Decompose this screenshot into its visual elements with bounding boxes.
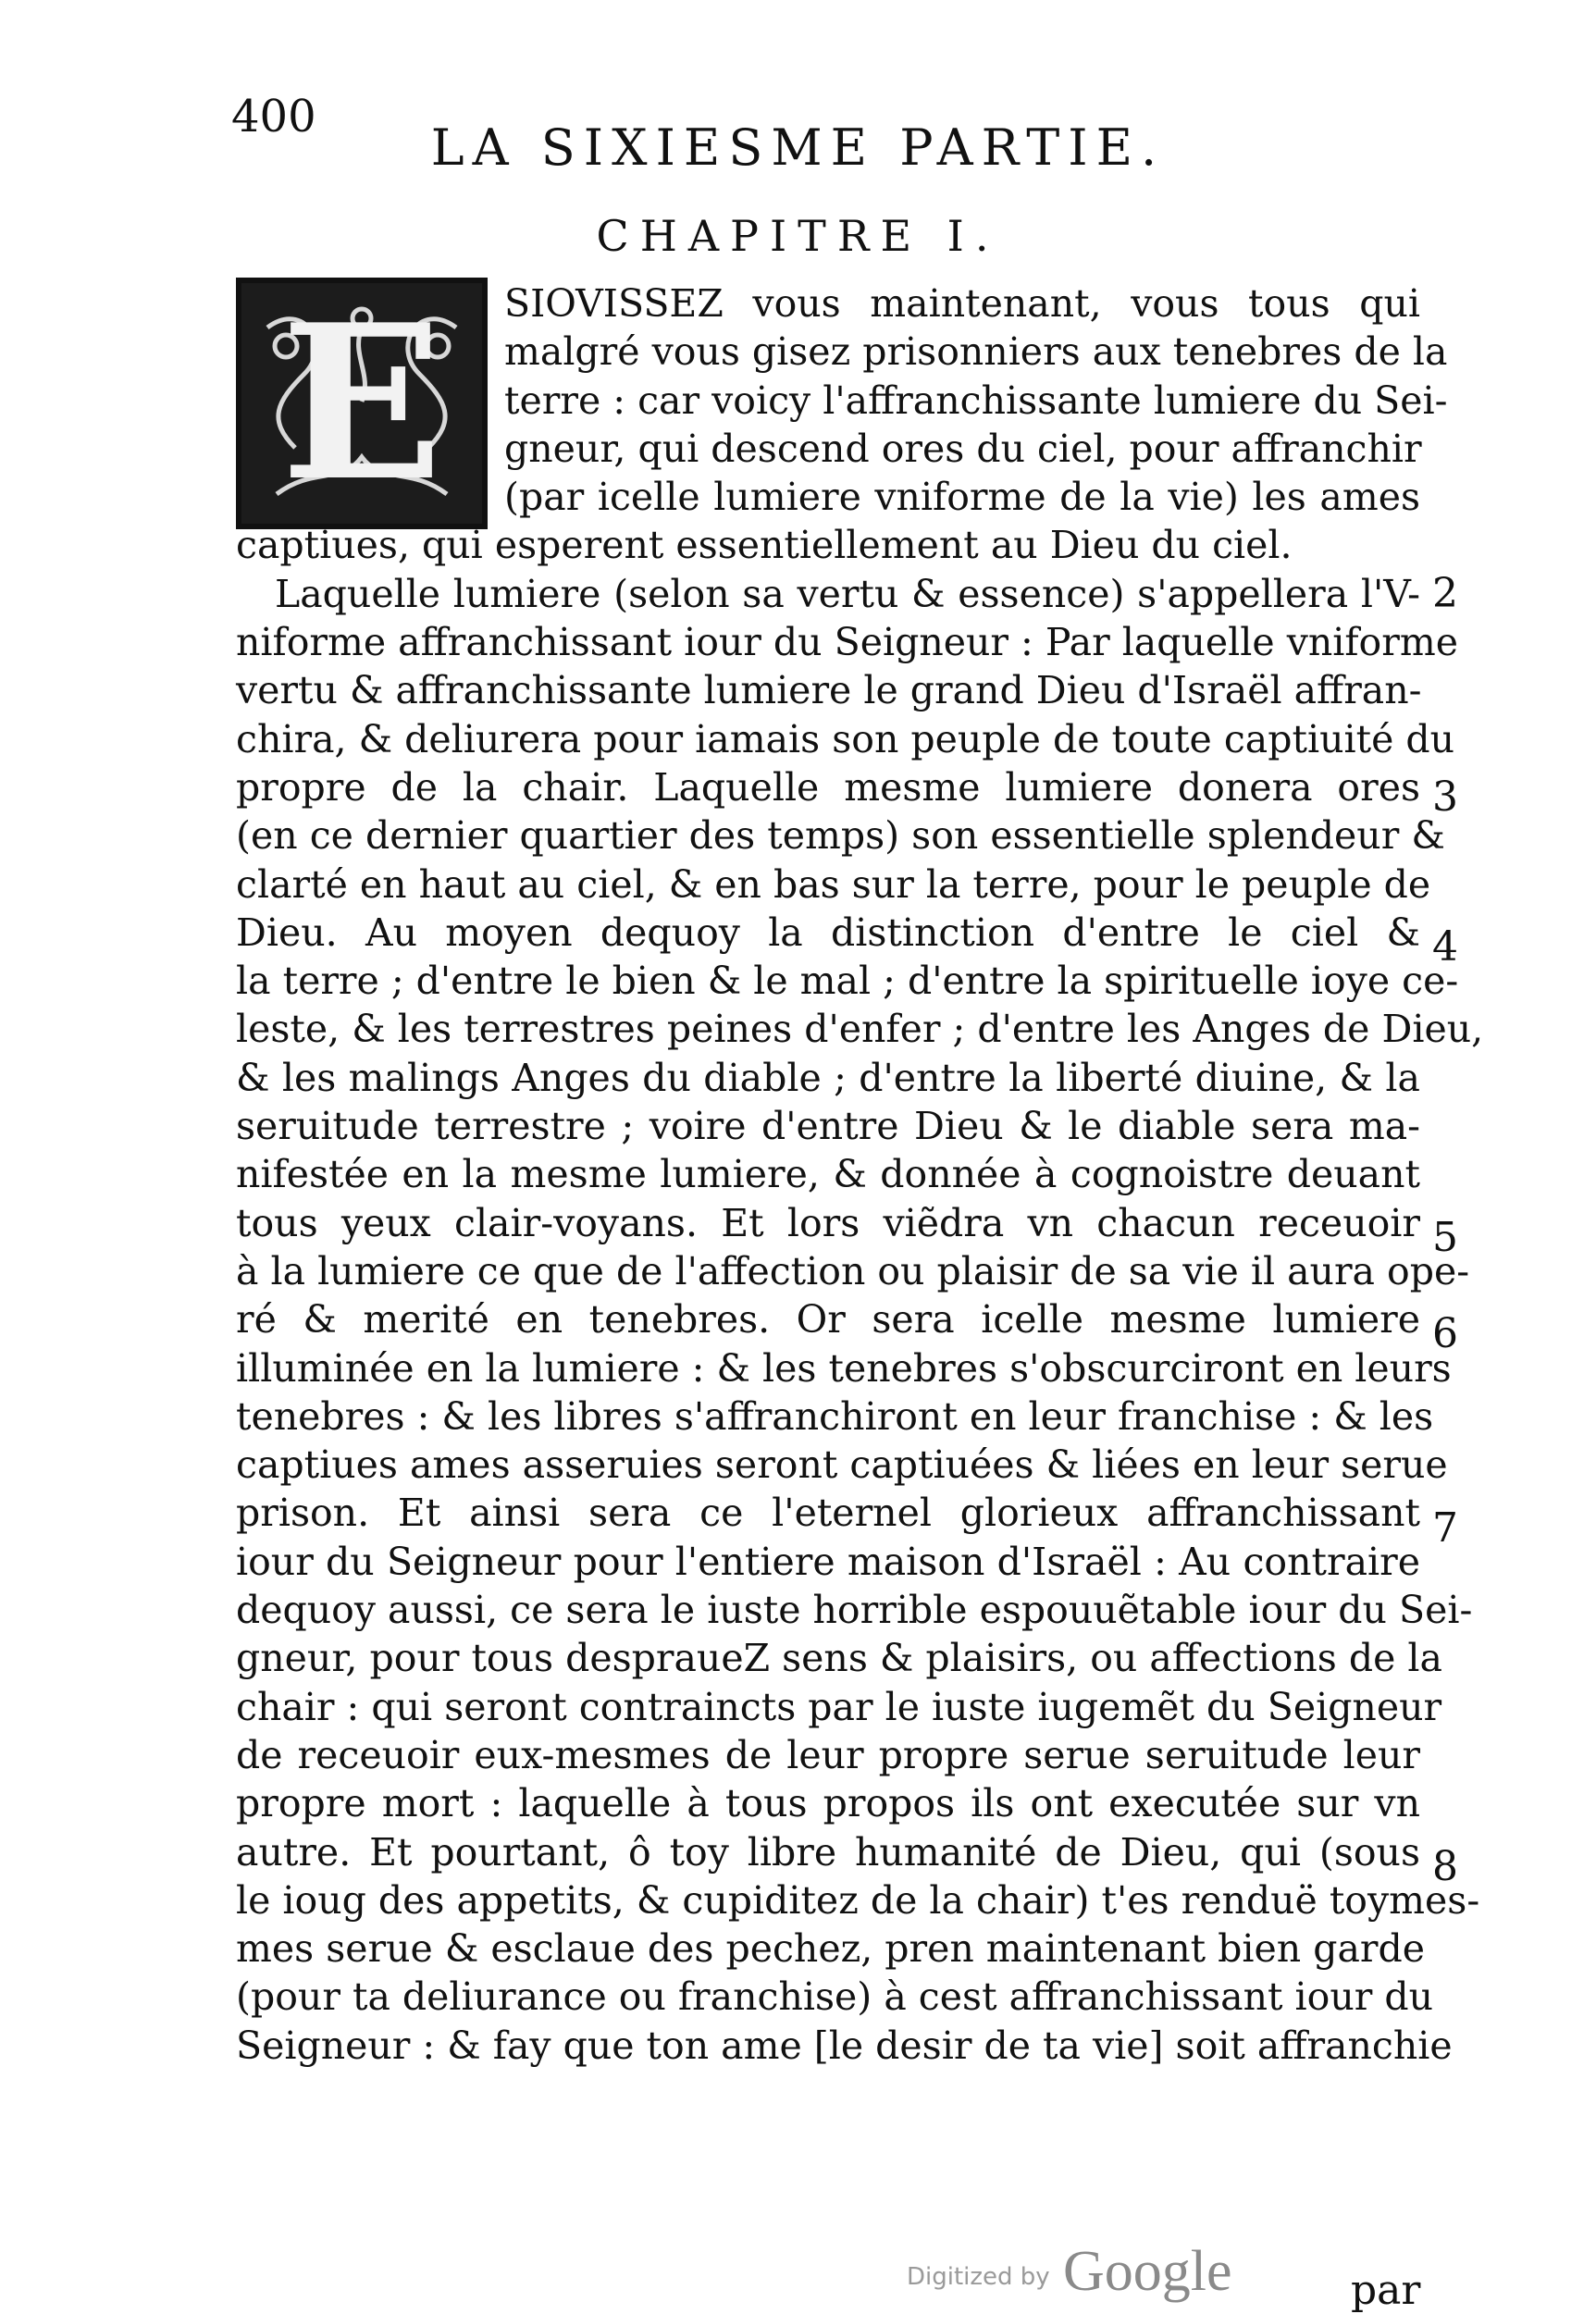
text-line: la terre ; d'entre le bien & le mal ; d'entre la spirituelle ioye ce- <box>236 959 1459 1004</box>
margin-verse-number: 4 <box>1432 923 1458 971</box>
margin-verse-number: 5 <box>1432 1214 1458 1261</box>
digitized-label: Digitized by <box>907 2263 1050 2291</box>
google-logo: Google <box>1062 2240 1232 2303</box>
text-line: Laquelle lumiere (selon sa vertu & essence) s'appellera l'V- <box>275 571 1420 616</box>
text-line: malgré vous gisez prisonniers aux tenebres de la <box>504 329 1448 375</box>
text-line: gneur, pour tous despraueZ sens & plaisirs, ou affections de la <box>236 1636 1442 1681</box>
chapter-title: CHAPITRE I. <box>596 211 1000 261</box>
margin-verse-number: 6 <box>1432 1310 1458 1357</box>
catchword: par <box>1351 2267 1421 2314</box>
text-line: captiues ames asseruies seront captiuées & liées en leur serue <box>236 1442 1448 1488</box>
margin-verse-number: 8 <box>1432 1843 1458 1890</box>
text-line: captiues, qui esperent essentiellement au Dieu du ciel. <box>236 523 1293 568</box>
digitized-watermark <box>907 2239 1232 2305</box>
text-line: gneur, qui descend ores du ciel, pour affranchir <box>504 426 1422 471</box>
body-text <box>236 279 1484 2070</box>
text-line: (pour ta deliurance ou franchise) à cest affranchissant iour du <box>236 1974 1434 2020</box>
text-line: nifestée en la mesme lumiere, & donnée à cognoistre deuant <box>236 1152 1420 1197</box>
text-line: chira, & deliurera pour iamais son peuple de toute captiuité du <box>236 716 1455 761</box>
text-line: (en ce dernier quartier des temps) son essentielle splendeur & <box>236 813 1445 859</box>
text-line: de receuoir eux-mesmes de leur propre serue seruitude leur <box>236 1732 1420 1777</box>
text-line: & les malings Anges du diable ; d'entre la liberté diuine, & la <box>236 1055 1420 1100</box>
drop-cap-letter: E <box>280 278 443 528</box>
text-line: propre mort : laquelle à tous propos ils ont executée sur vn <box>236 1781 1420 1826</box>
text-line: Dieu. Au moyen dequoy la distinction d'entre le ciel & <box>236 910 1420 955</box>
text-line: tenebres : & les libres s'affranchiront en leur franchise : & les <box>236 1393 1434 1439</box>
text-line: à la lumiere ce que de l'affection ou plaisir de sa vie il aura ope- <box>236 1248 1470 1293</box>
text-line: ré & merité en tenebres. Or sera icelle mesme lumiere <box>236 1297 1420 1343</box>
text-line: le ioug des appetits, & cupiditez de la chair) t'es renduë toymes- <box>236 1877 1480 1923</box>
margin-verse-number: 7 <box>1432 1504 1458 1552</box>
text-line: (par icelle lumiere vniforme de la vie) les ames <box>504 475 1420 520</box>
text-line: prison. Et ainsi sera ce l'eternel glorieux affranchissant <box>236 1491 1420 1536</box>
text-line: niforme affranchissant iour du Seigneur : Par laquelle vniforme <box>236 620 1458 665</box>
text-line: vertu & affranchissante lumiere le grand Dieu d'Israël affran- <box>236 668 1422 713</box>
running-title: LA SIXIESME PARTIE. <box>430 118 1166 177</box>
text-line: mes serue & esclaue des pechez, pren maintenant bien garde <box>236 1926 1426 1972</box>
page-number: 400 <box>231 91 316 142</box>
text-line: leste, & les terrestres peines d'enfer ; d'entre les Anges de Dieu, <box>236 1007 1484 1052</box>
text-line: tous yeux clair-voyans. Et lors viẽdra vn chacun receuoir <box>236 1200 1420 1245</box>
text-line: clarté en haut au ciel, & en bas sur la terre, pour le peuple de <box>236 861 1431 907</box>
text-line: illuminée en la lumiere : & les tenebres s'obscurciront en leurs <box>236 1345 1452 1391</box>
text-line: dequoy aussi, ce sera le iuste horrible espouuẽtable iour du Sei- <box>236 1588 1473 1633</box>
margin-verse-number: 3 <box>1432 773 1458 821</box>
text-line: terre : car voicy l'affranchissante lumiere du Sei- <box>504 377 1448 423</box>
text-line: SIOVISSEZ vous maintenant, vous tous qui <box>504 281 1420 326</box>
margin-verse-number: 2 <box>1432 570 1458 617</box>
text-line: propre de la chair. Laquelle mesme lumiere donera ores <box>236 764 1420 810</box>
text-line: Seigneur : & fay que ton ame [le desir de ta vie] soit affranchie <box>236 2023 1453 2068</box>
text-line: chair : qui seront contraincts par le iuste iugemẽt du Seigneur <box>236 1684 1442 1729</box>
text-line: autre. Et pourtant, ô toy libre humanité de Dieu, qui (sous <box>236 1829 1420 1875</box>
text-line: iour du Seigneur pour l'entiere maison d'Israël : Au contraire <box>236 1539 1420 1584</box>
text-line: seruitude terrestre ; voire d'entre Dieu & le diable sera ma- <box>236 1104 1420 1149</box>
